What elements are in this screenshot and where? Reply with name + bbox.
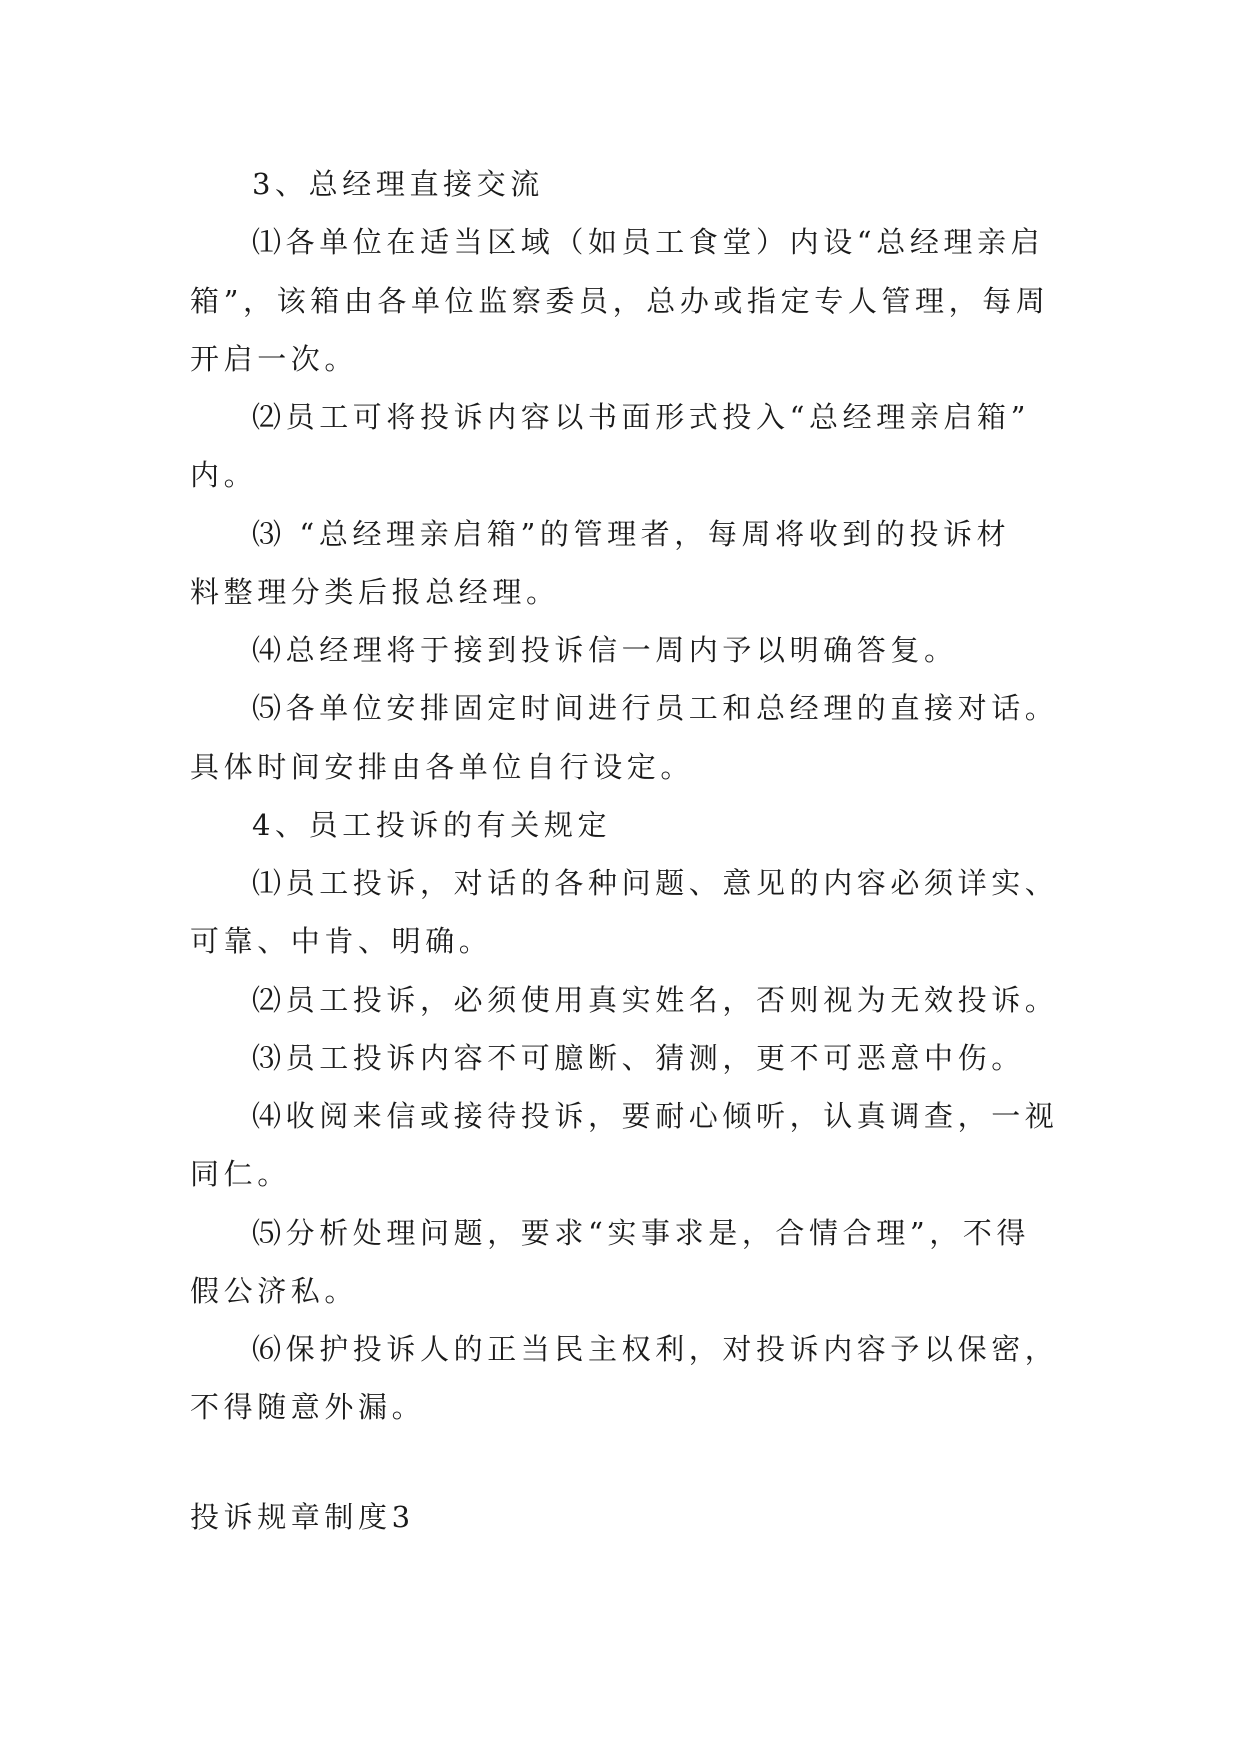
- paragraph-line: 同仁。: [190, 1157, 291, 1191]
- paragraph-line: ⑷总经理将于接到投诉信一周内予以明确答复。: [252, 633, 958, 667]
- paragraph-line: ⑵员工可将投诉内容以书面形式投入“总经理亲启箱”: [252, 400, 1031, 434]
- paragraph-line: ⑹保护投诉人的正当民主权利，对投诉内容予以保密，: [252, 1332, 1059, 1366]
- paragraph-line: ⑴各单位在适当区域（如员工食堂）内设“总经理亲启: [252, 225, 1045, 259]
- paragraph-line: ⑴员工投诉，对话的各种问题、意见的内容必须详实、: [252, 866, 1059, 900]
- paragraph-line: 具体时间安排由各单位自行设定。: [190, 750, 695, 784]
- paragraph-line: ⑸各单位安排固定时间进行员工和总经理的直接对话。: [252, 691, 1059, 725]
- paragraph-line: ⑵员工投诉，必须使用真实姓名，否则视为无效投诉。: [252, 983, 1059, 1017]
- paragraph-line: 可靠、中肯、明确。: [190, 924, 493, 958]
- paragraph-line: 开启一次。: [190, 342, 359, 376]
- paragraph-line: ⑸分析处理问题，要求“实事求是，合情合理”，不得: [252, 1216, 1031, 1250]
- section-heading-4: 4、员工投诉的有关规定: [252, 808, 612, 842]
- paragraph-line: ⑶员工投诉内容不可臆断、猜测，更不可恶意中伤。: [252, 1041, 1025, 1075]
- paragraph-line: 假公济私。: [190, 1274, 359, 1308]
- paragraph-line: 料整理分类后报总经理。: [190, 575, 560, 609]
- section-heading-3: 3、总经理直接交流: [252, 167, 544, 201]
- next-section-title: 投诉规章制度3: [190, 1500, 415, 1534]
- paragraph-line: ⑶ “总经理亲启箱”的管理者，每周将收到的投诉材: [252, 517, 1011, 551]
- paragraph-line: 不得随意外漏。: [190, 1390, 426, 1424]
- paragraph-line: 内。: [190, 458, 258, 492]
- paragraph-line: ⑷收阅来信或接待投诉，要耐心倾听，认真调查，一视: [252, 1099, 1059, 1133]
- paragraph-line: 箱”，该箱由各单位监察委员，总办或指定专人管理，每周: [190, 284, 1050, 318]
